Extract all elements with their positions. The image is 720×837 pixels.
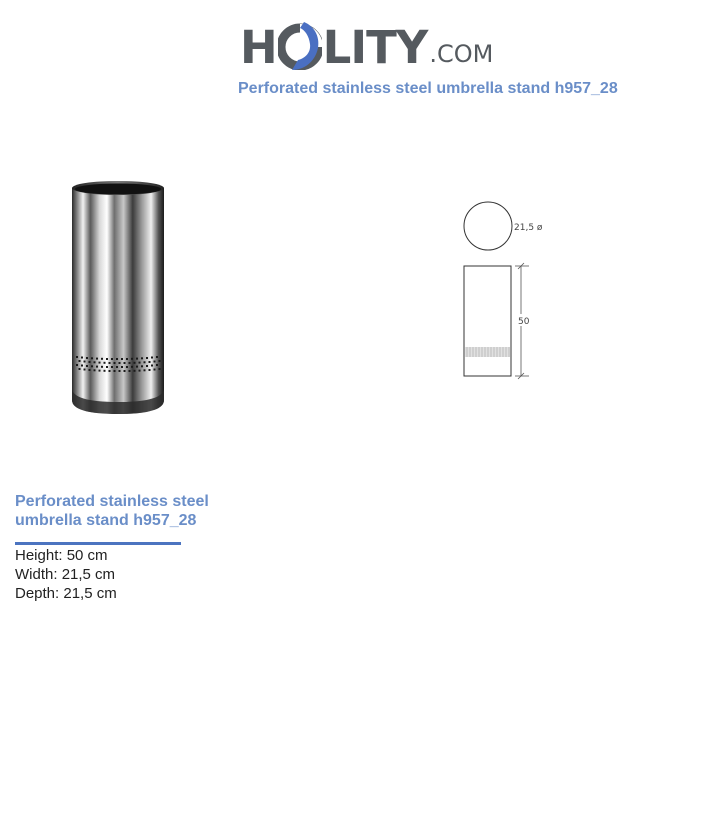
product-image: [60, 172, 180, 427]
spec-label: Width: [15, 566, 54, 583]
spec-label: Height: [15, 547, 59, 564]
height-dimension-label: 50: [518, 317, 530, 327]
technical-drawing: [455, 198, 565, 388]
title-underline: [15, 542, 181, 545]
logo-wordmark: [240, 20, 428, 74]
spec-label: Depth: [15, 585, 56, 602]
logo-letters-lity: LITY: [322, 21, 428, 74]
spec-value: 50 cm: [66, 547, 108, 564]
logo-o-icon: [278, 20, 322, 70]
spec-depth: Depth: 21,5 cm: [15, 585, 117, 602]
spec-value: 21,5 cm: [61, 566, 116, 583]
spec-list: [15, 546, 117, 603]
holity-logo[interactable]: [240, 8, 494, 74]
product-title: Perforated stainless steel umbrella stand h957_28: [15, 493, 209, 529]
spec-height: Height: 50 cm: [15, 547, 108, 564]
diameter-label: 21,5 ø: [514, 223, 543, 233]
logo-letter-h: H: [240, 21, 277, 74]
page-title: Perforated stainless steel umbrella stand h957_28: [238, 80, 618, 97]
spec-value: 21,5 cm: [63, 585, 117, 602]
spec-width: Width: 21,5 cm: [15, 566, 116, 583]
logo-suffix: .COM: [429, 40, 494, 68]
